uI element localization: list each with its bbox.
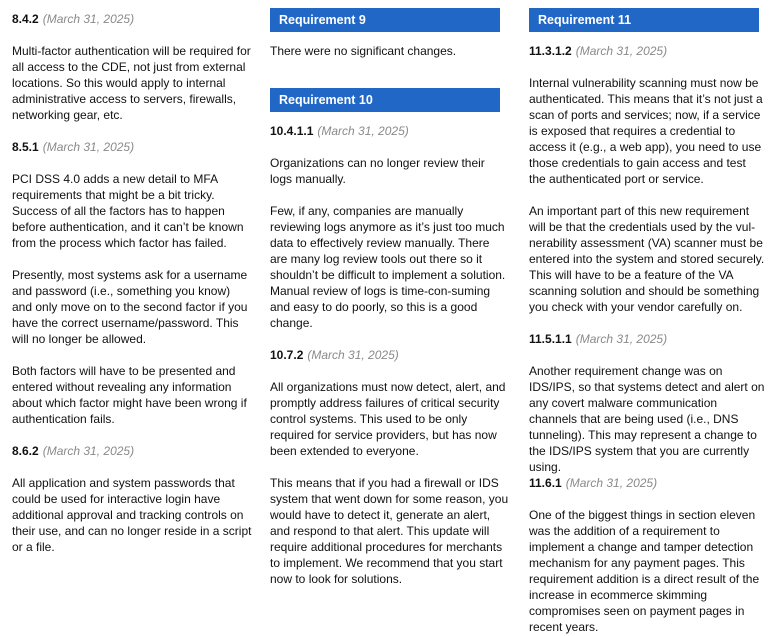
- paragraph: One of the biggest things in section eleven was the addition of a requirement to implement a change and tamper detection mechanism for any payment pages. This requirement addition is a direct result of the increase in ecommerce skimming compromises seen on payment pages in recent years.: [529, 508, 760, 634]
- requirement-date: (March 31, 2025): [575, 332, 668, 346]
- requirement-id: 8.4.2: [12, 12, 39, 26]
- paragraph: PCI DSS 4.0 adds a new detail to MFA requirements that might be a bit tricky. Success of all the factors has to happen before authentication, and it can’t be known from the process which factor has failed.: [12, 172, 244, 250]
- requirement-heading: [529, 331, 765, 347]
- paragraph: All application and system passwords that could be used for interactive login have additional approval and tracking controls on their use, and can no longer reside in a script or a file.: [12, 476, 252, 554]
- requirement-id: 11.5.1.1: [529, 332, 572, 346]
- requirement-date: (March 31, 2025): [307, 348, 399, 362]
- section-10-7-2: [270, 347, 510, 587]
- paragraph: Both factors will have to be presented and entered without revealing any information about which factor might have been wrong if authentication fails.: [12, 364, 247, 426]
- requirement-heading: [12, 11, 252, 27]
- paragraph: Organizations can no longer review their logs manually.: [270, 156, 485, 186]
- requirement-date: (March 31, 2025): [42, 444, 135, 458]
- requirement-heading: [270, 123, 510, 139]
- requirement-heading: [529, 475, 765, 491]
- requirement-date: (March 31, 2025): [42, 12, 135, 26]
- requirement-date: (March 31, 2025): [565, 476, 658, 490]
- section-8-4-2: [12, 11, 252, 123]
- paragraph: Few, if any, companies are manually reviewing logs anymore as it’s just too much data to effectively review manually. There are many log review tools out there so it shouldn’t be difficult to implement a solution. Manual review of logs is time-con-suming and easy to do poorly, so this is a good change.: [270, 204, 506, 330]
- requirement-id: 11.3.1.2: [529, 44, 572, 58]
- requirement-heading: [270, 347, 510, 363]
- requirement-id: 10.7.2: [270, 348, 304, 362]
- requirement-11-header: Requirement 11: [529, 8, 759, 32]
- requirement-date: (March 31, 2025): [42, 140, 135, 154]
- paragraph: Internal vulnerability scanning must now be authenticated. This means that it’s not just a scan of ports and services; now, if a service is exposed that requires a credential to access it (e.g., a web app), you need to use those credentials to gain access and test the authenticated port or service.: [529, 76, 763, 186]
- requirement-date: (March 31, 2025): [575, 44, 668, 58]
- paragraph: This means that if you had a firewall or IDS system that went down for some reason, you would have to detect it, generate an alert, and respond to that alert. This update will require additional procedures for merchants to implement. We recommend that you start now to look for solutions.: [270, 476, 509, 586]
- requirement-id: 8.6.2: [12, 444, 39, 458]
- paragraph: Presently, most systems ask for a username and password (i.e., something you know) and only move on to the second factor if you have the correct username/password. This will no longer be allowed.: [12, 268, 248, 346]
- section-req-9-body: [270, 43, 510, 59]
- section-8-5-1: [12, 139, 252, 427]
- paragraph: There were no significant changes.: [270, 44, 457, 58]
- requirement-heading: [12, 443, 252, 459]
- section-11-6-1: [529, 475, 765, 635]
- requirement-9-header: Requirement 9: [270, 8, 500, 32]
- section-10-4-1-1: [270, 123, 510, 331]
- requirement-date: (March 31, 2025): [317, 124, 409, 138]
- requirement-heading: [12, 139, 252, 155]
- paragraph: An important part of this new requirement will be that the credentials used by the vul-nerability assessment (VA) scanner must be entered into the system and stored securely. This will have to be a feature of the VA scanning solution and should be something you check with your vendor carefully on.: [529, 204, 765, 314]
- requirement-id: 11.6.1: [529, 476, 562, 490]
- requirement-10-header: Requirement 10: [270, 88, 500, 112]
- paragraph: Multi-factor authentication will be required for all access to the CDE, not just from external locations. So this would apply to internal administrative access to servers, firewalls, networking gear, etc.: [12, 44, 251, 122]
- paragraph: All organizations must now detect, alert, and promptly address failures of critical security control systems. This used to be only required for service providers, but has now been extended to everyone.: [270, 380, 506, 458]
- section-8-6-2: [12, 443, 252, 555]
- requirement-heading: [529, 43, 765, 59]
- paragraph: Another requirement change was on IDS/IPS, so that systems detect and alert on any covert malware communication channels that are being used (i.e., DNS tunneling). This may represent a change to the IDS/IPS system that you are currently using.: [529, 364, 765, 474]
- requirement-id: 8.5.1: [12, 140, 39, 154]
- requirement-id: 10.4.1.1: [270, 124, 314, 138]
- section-11-5-1-1: [529, 331, 765, 475]
- section-11-3-1-2: [529, 43, 765, 315]
